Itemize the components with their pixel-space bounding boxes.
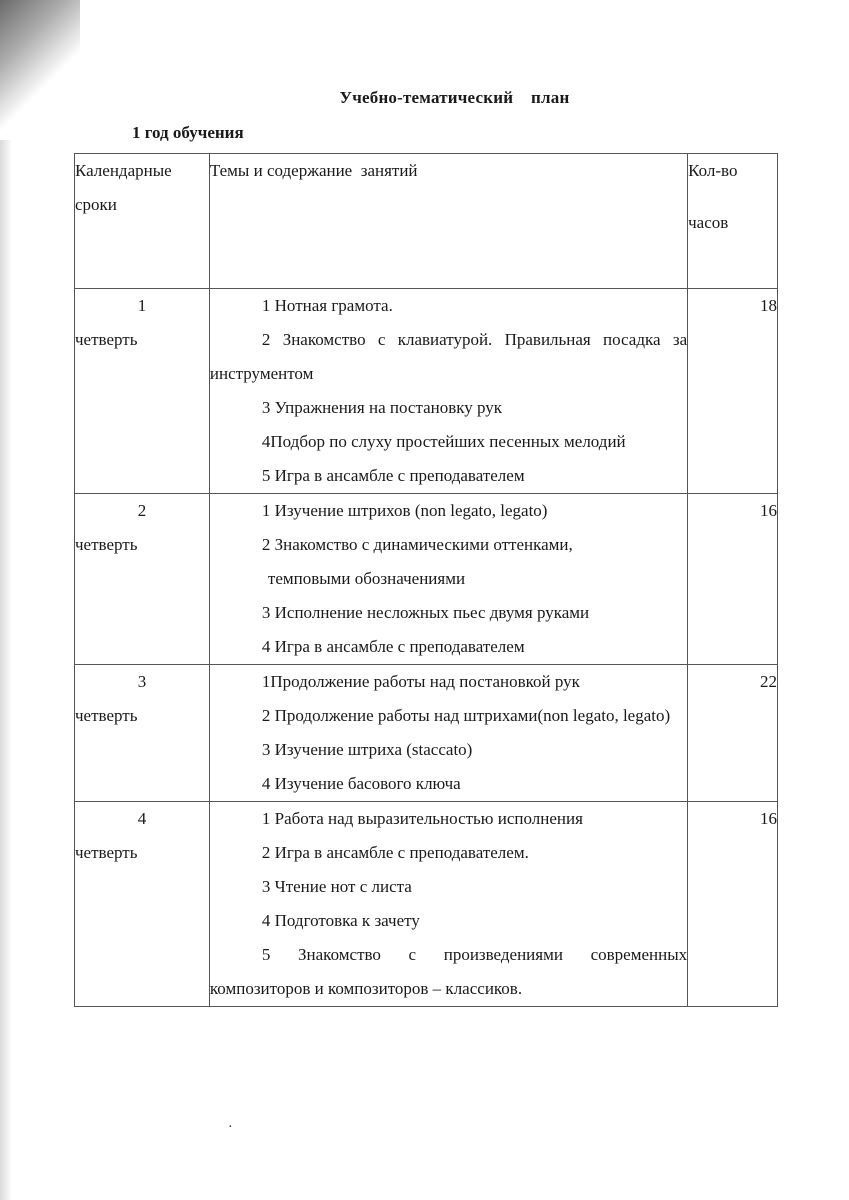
hours-cell: 18 [688,289,778,494]
scan-edge [0,140,12,1200]
topic-item: 4 Изучение басового ключа [261,774,461,793]
topic-item: 1 Нотная грамота. [261,296,393,315]
topic-item: 3 Чтение нот с листа [261,877,412,896]
term-word: четверть [75,330,138,349]
topics-cell [209,802,687,1007]
header-hours [688,154,778,289]
topic-item: 4 Игра в ансамбле с преподавателем [261,637,525,656]
topic-item: 2 Продолжение работы над штрихами(non legato, legato) [261,706,671,725]
scan-shadow [0,0,80,140]
topic-item: темповыми обозначениями [267,569,466,588]
term-number: 3 [137,672,147,691]
topic-item: 5 Знакомство с произведениями современных композиторов и композиторов – классиков. [209,945,688,998]
hours-cell: 22 [688,665,778,802]
term-number: 1 [137,296,147,315]
table-header-row [75,154,778,289]
term-cell [75,665,210,802]
term-number: 2 [137,501,147,520]
topic-item: 4Подбор по слуху простейших песенных мелодий [261,432,626,451]
header-term-line1: Календарные [75,161,172,180]
plan-table [74,153,778,1007]
hours-cell: 16 [688,802,778,1007]
topic-item: 3 Изучение штриха (staccato) [261,740,473,759]
topic-item: 3 Упражнения на постановку рук [261,398,503,417]
table-row [75,802,778,1007]
topic-item: 1 Работа над выразительностью исполнения [261,809,583,828]
header-term-line2: сроки [75,195,117,214]
topic-item: 1Продолжение работы над постановкой рук [261,672,580,691]
table-row [75,289,778,494]
page-subtitle: 1 год обучения [132,123,244,142]
header-topics: Темы и содержание занятий [209,154,687,289]
header-hours-line2: часов [688,213,729,232]
topic-item: 2 Игра в ансамбле с преподавателем. [261,843,529,862]
topics-cell [209,494,687,665]
term-word: четверть [75,843,138,862]
term-cell [75,289,210,494]
table-row [75,494,778,665]
topic-item: 5 Игра в ансамбле с преподавателем [261,466,525,485]
topic-item: 2 Знакомство с клавиатурой. Правильная посадка за инструментом [209,330,688,383]
topic-item: 4 Подготовка к зачету [261,911,420,930]
hours-cell: 16 [688,494,778,665]
term-cell [75,494,210,665]
header-hours-line1: Кол-во [688,161,738,180]
topics-cell [209,289,687,494]
topic-item: 3 Исполнение несложных пьес двумя руками [261,603,590,622]
topic-item: 1 Изучение штрихов (non legato, legato) [261,501,548,520]
term-cell [75,802,210,1007]
scan-speck: · [228,1120,233,1135]
term-number: 4 [137,809,147,828]
header-term [75,154,210,289]
topics-cell [209,665,687,802]
term-word: четверть [75,535,138,554]
topic-item: 2 Знакомство с динамическими оттенками, [261,535,573,554]
page-title: Учебно-тематический план [339,88,570,107]
table-row [75,665,778,802]
term-word: четверть [75,706,138,725]
